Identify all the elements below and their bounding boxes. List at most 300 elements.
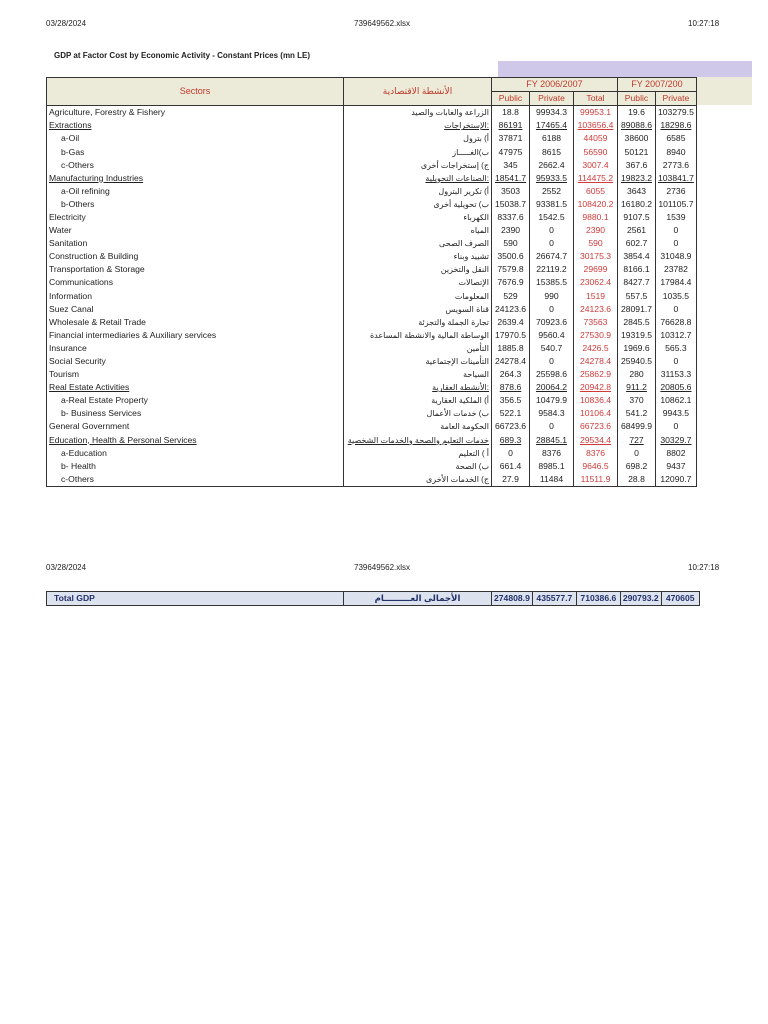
header-arabic-activities: الأنشطة الاقتصادية — [344, 78, 492, 106]
total-2006-2007-value: 56590 — [583, 146, 608, 157]
sector-arabic-cell — [344, 290, 492, 303]
private-2007-2008-cell — [656, 172, 697, 185]
public-2006-2007-value: 15038.7 — [494, 198, 527, 209]
public-2006-2007-cell — [492, 342, 530, 355]
table-row — [47, 119, 697, 132]
sector-arabic-name: الإتصالات — [458, 278, 489, 288]
public-2007-2008-cell — [618, 198, 656, 211]
sector-name-cell — [47, 460, 344, 473]
table-row — [47, 106, 697, 120]
private-2007-2008-cell — [656, 473, 697, 487]
total-2006-2007-cell — [574, 263, 618, 276]
public-2007-2008-value: 89088.6 — [620, 120, 653, 131]
table-row — [47, 460, 697, 473]
header-private-2: Private — [656, 92, 697, 106]
public-2006-2007-value: 8337.6 — [497, 211, 524, 222]
table-row — [47, 381, 697, 394]
public-2006-2007-cell — [492, 106, 530, 120]
private-2006-2007-cell — [530, 329, 574, 342]
public-2007-2008-value: 68499.9 — [620, 421, 653, 432]
public-2006-2007-cell — [492, 276, 530, 289]
sector-name-cell — [47, 473, 344, 487]
sector-arabic-name: المياه — [470, 226, 489, 236]
total-total-1: 710386.6 — [576, 592, 620, 606]
public-2006-2007-cell — [492, 172, 530, 185]
private-2007-2008-value: 12090.7 — [660, 473, 692, 484]
sector-name-cell — [47, 172, 344, 185]
public-2006-2007-cell — [492, 185, 530, 198]
public-2007-2008-value: 698.2 — [625, 460, 648, 471]
sector-name-cell — [47, 132, 344, 145]
private-2006-2007-cell — [530, 290, 574, 303]
private-2006-2007-value: 1542.5 — [538, 211, 565, 222]
public-2007-2008-value: 3854.4 — [623, 251, 650, 262]
total-2006-2007-cell — [574, 394, 618, 407]
total-2006-2007-value: 103656.4 — [577, 120, 614, 131]
sector-name-cell — [47, 198, 344, 211]
sector-name: a-Oil refining — [61, 185, 110, 196]
sector-arabic-name: أ) الملكية العقارية — [431, 396, 489, 406]
table-row — [47, 172, 697, 185]
private-2007-2008-cell — [656, 381, 697, 394]
total-2006-2007-value: 114475.2 — [577, 172, 614, 183]
total-2006-2007-cell — [574, 198, 618, 211]
public-2006-2007-value: 522.1 — [499, 408, 522, 419]
public-2006-2007-cell — [492, 473, 530, 487]
public-2006-2007-cell — [492, 355, 530, 368]
sector-name: Electricity — [49, 211, 86, 222]
header-fy-2007-2008: FY 2007/200 — [618, 78, 697, 92]
total-private-1: 435577.7 — [532, 592, 576, 606]
public-2007-2008-cell — [618, 145, 656, 158]
public-2007-2008-cell — [618, 237, 656, 250]
private-2006-2007-value: 8985.1 — [538, 460, 565, 471]
private-2006-2007-cell — [530, 159, 574, 172]
public-2006-2007-cell — [492, 460, 530, 473]
public-2006-2007-value: 345 — [503, 159, 518, 170]
public-2007-2008-value: 28.8 — [628, 473, 645, 484]
private-2006-2007-cell — [530, 185, 574, 198]
total-2006-2007-cell — [574, 473, 618, 487]
total-2006-2007-cell — [574, 355, 618, 368]
total-2006-2007-cell — [574, 381, 618, 394]
total-2006-2007-cell — [574, 368, 618, 381]
public-2006-2007-cell — [492, 316, 530, 329]
sector-arabic-cell — [344, 316, 492, 329]
public-2007-2008-value: 2845.5 — [623, 316, 650, 327]
table-row — [47, 407, 697, 420]
sector-name: Real Estate Activities — [49, 382, 130, 393]
public-2007-2008-value: 19.6 — [628, 107, 645, 118]
total-2006-2007-cell — [574, 237, 618, 250]
private-2007-2008-value: 103279.5 — [658, 107, 694, 118]
public-2006-2007-value: 86191 — [498, 120, 523, 131]
public-2006-2007-cell — [492, 145, 530, 158]
private-2006-2007-value: 6188 — [541, 133, 562, 144]
private-2007-2008-value: 0 — [673, 303, 679, 314]
public-2007-2008-cell — [618, 473, 656, 487]
private-2007-2008-value: 9943.5 — [662, 408, 690, 419]
public-2007-2008-cell — [618, 224, 656, 237]
public-2006-2007-value: 0 — [508, 447, 513, 458]
private-2007-2008-value: 0 — [673, 225, 679, 236]
public-2007-2008-cell — [618, 381, 656, 394]
public-2007-2008-value: 19823.2 — [620, 172, 653, 183]
private-2006-2007-cell — [530, 250, 574, 263]
total-private-2: 470605 — [661, 592, 699, 606]
public-2006-2007-cell — [492, 394, 530, 407]
private-2006-2007-cell — [530, 420, 574, 433]
public-2007-2008-value: 557.5 — [625, 290, 648, 301]
total-2006-2007-value: 44059 — [583, 133, 608, 144]
private-2007-2008-value: 0 — [673, 238, 679, 249]
table-row — [47, 420, 697, 433]
public-2006-2007-value: 27.9 — [502, 473, 519, 484]
private-2007-2008-cell — [656, 237, 697, 250]
table-row — [47, 342, 697, 355]
sector-arabic-name: التأمين — [466, 343, 489, 353]
private-2006-2007-value: 11484 — [539, 473, 564, 484]
private-2007-2008-cell — [656, 198, 697, 211]
public-2006-2007-cell — [492, 224, 530, 237]
private-2007-2008-cell — [656, 159, 697, 172]
sector-arabic-name: :الأنشطة العقارية — [432, 383, 489, 393]
table-row — [47, 263, 697, 276]
sector-arabic-name: ب)الغـــــاز — [452, 147, 489, 157]
sector-name-cell — [47, 106, 344, 120]
public-2007-2008-value: 367.6 — [625, 159, 648, 170]
public-2006-2007-cell — [492, 447, 530, 460]
sector-name-cell — [47, 119, 344, 132]
public-2006-2007-cell — [492, 237, 530, 250]
sector-arabic-name: :الصناعات التحويلية — [425, 173, 489, 183]
print-time: 10:27:18 — [688, 19, 720, 28]
total-2006-2007-value: 8376 — [585, 447, 606, 458]
private-2006-2007-value: 70923.6 — [535, 316, 568, 327]
sector-arabic-cell — [344, 460, 492, 473]
public-2007-2008-cell — [618, 159, 656, 172]
total-2006-2007-cell — [574, 172, 618, 185]
header-private-1: Private — [530, 92, 574, 106]
total-public-2: 290793.2 — [620, 592, 661, 606]
sector-arabic-cell — [344, 447, 492, 460]
sector-name: b- Health — [61, 460, 96, 471]
total-2006-2007-cell — [574, 132, 618, 145]
private-2006-2007-value: 25598.6 — [535, 369, 568, 380]
sector-arabic-name: قناة السويس — [445, 304, 489, 314]
total-2006-2007-value: 9880.1 — [582, 211, 609, 222]
public-2006-2007-value: 7676.9 — [497, 277, 524, 288]
public-2006-2007-cell — [492, 420, 530, 433]
public-2007-2008-cell — [618, 407, 656, 420]
total-2006-2007-cell — [574, 303, 618, 316]
private-2006-2007-cell — [530, 198, 574, 211]
private-2006-2007-cell — [530, 407, 574, 420]
sector-name: a-Education — [61, 447, 107, 458]
private-2007-2008-value: 17984.4 — [660, 277, 692, 288]
private-2007-2008-value: 31153.3 — [660, 369, 692, 380]
sector-name: b-Others — [61, 198, 95, 209]
total-2006-2007-cell — [574, 276, 618, 289]
private-2006-2007-value: 8615 — [541, 146, 562, 157]
sector-arabic-cell — [344, 119, 492, 132]
private-2007-2008-value: 20805.6 — [660, 382, 692, 393]
total-2006-2007-cell — [574, 185, 618, 198]
public-2007-2008-cell — [618, 276, 656, 289]
sector-arabic-cell — [344, 159, 492, 172]
print-time-page2: 10:27:18 — [688, 563, 720, 572]
public-2006-2007-value: 24278.4 — [494, 356, 527, 367]
private-2007-2008-cell — [656, 145, 697, 158]
sector-arabic-name: التأمينات الإجتماعية — [425, 357, 489, 367]
print-date-page2: 03/28/2024 — [46, 563, 87, 572]
sector-name: Insurance — [49, 342, 87, 353]
private-2007-2008-value: 76628.8 — [660, 316, 692, 327]
total-gdp-arabic-label: الأجمالى العـــــــــام — [344, 592, 492, 606]
gdp-table-body — [47, 106, 697, 487]
public-2007-2008-value: 280 — [629, 369, 644, 380]
public-2007-2008-value: 602.7 — [625, 238, 648, 249]
sector-name: Information — [49, 290, 92, 301]
table-row — [47, 198, 697, 211]
sector-name-cell — [47, 224, 344, 237]
private-2006-2007-cell — [530, 172, 574, 185]
private-2007-2008-value: 18298.6 — [660, 120, 692, 131]
sector-name-cell — [47, 145, 344, 158]
print-date: 03/28/2024 — [46, 19, 87, 28]
sector-name: Sanitation — [49, 238, 88, 249]
private-2007-2008-cell — [656, 211, 697, 224]
public-2006-2007-value: 17970.5 — [494, 329, 527, 340]
sector-name: b- Business Services — [61, 408, 142, 419]
sector-name-cell — [47, 355, 344, 368]
private-2007-2008-cell — [656, 394, 697, 407]
private-2006-2007-value: 990 — [544, 290, 559, 301]
total-2006-2007-value: 10106.4 — [579, 408, 612, 419]
table-row — [47, 316, 697, 329]
sector-arabic-cell — [344, 407, 492, 420]
private-2006-2007-value: 26674.7 — [535, 251, 568, 262]
public-2007-2008-cell — [618, 172, 656, 185]
gdp-table — [46, 77, 697, 487]
sector-arabic-cell — [344, 224, 492, 237]
private-2007-2008-value: 6585 — [666, 133, 686, 144]
private-2006-2007-cell — [530, 434, 574, 447]
public-2006-2007-cell — [492, 250, 530, 263]
private-2006-2007-cell — [530, 237, 574, 250]
private-2006-2007-value: 28845.1 — [535, 434, 568, 445]
table-row — [47, 394, 697, 407]
private-2007-2008-cell — [656, 460, 697, 473]
private-2006-2007-value: 15385.5 — [535, 277, 568, 288]
public-2007-2008-value: 38600 — [624, 133, 649, 144]
private-2007-2008-value: 2773.6 — [662, 159, 690, 170]
private-2007-2008-cell — [656, 250, 697, 263]
sector-name-cell — [47, 250, 344, 263]
print-filename-page2: 739649562.xlsx — [354, 563, 411, 572]
private-2006-2007-value: 10479.9 — [535, 395, 568, 406]
public-2007-2008-value: 3643 — [626, 185, 647, 196]
total-2006-2007-cell — [574, 460, 618, 473]
total-2006-2007-cell — [574, 211, 618, 224]
public-2007-2008-cell — [618, 290, 656, 303]
header-highlight-band — [498, 61, 752, 77]
total-2006-2007-value: 1519 — [585, 290, 606, 301]
private-2007-2008-cell — [656, 447, 697, 460]
total-2006-2007-value: 3007.4 — [582, 159, 609, 170]
private-2007-2008-value: 103841.7 — [658, 172, 694, 183]
private-2007-2008-value: 8802 — [666, 447, 686, 458]
public-2006-2007-value: 661.4 — [499, 460, 522, 471]
private-2006-2007-value: 2662.4 — [538, 159, 565, 170]
sector-name: Transportation & Storage — [49, 264, 145, 275]
total-2006-2007-cell — [574, 159, 618, 172]
total-2006-2007-cell — [574, 329, 618, 342]
table-row — [47, 355, 697, 368]
public-2007-2008-cell — [618, 132, 656, 145]
public-2006-2007-value: 7579.8 — [497, 264, 524, 275]
total-2006-2007-value: 590 — [588, 238, 603, 249]
private-2006-2007-cell — [530, 211, 574, 224]
sector-arabic-name: أ) تكرير البترول — [438, 186, 489, 196]
sector-name-cell — [47, 381, 344, 394]
total-2006-2007-cell — [574, 316, 618, 329]
sector-name-cell — [47, 368, 344, 381]
public-2007-2008-cell — [618, 106, 656, 120]
sector-name: Construction & Building — [49, 251, 139, 262]
private-2006-2007-value: 540.7 — [540, 342, 563, 353]
private-2006-2007-cell — [530, 473, 574, 487]
private-2007-2008-cell — [656, 342, 697, 355]
sector-name-cell — [47, 407, 344, 420]
sector-arabic-cell — [344, 434, 492, 447]
public-2007-2008-value: 911.2 — [626, 382, 647, 393]
public-2007-2008-value: 9107.5 — [623, 211, 650, 222]
private-2006-2007-cell — [530, 263, 574, 276]
public-2006-2007-value: 1885.8 — [497, 342, 524, 353]
table-row — [47, 447, 697, 460]
header-sectors: Sectors — [47, 78, 344, 106]
total-gdp-section — [46, 591, 700, 606]
private-2007-2008-value: 1539 — [666, 211, 686, 222]
private-2007-2008-cell — [656, 119, 697, 132]
total-2006-2007-value: 20942.8 — [579, 382, 612, 393]
public-2007-2008-cell — [618, 119, 656, 132]
total-2006-2007-value: 108420.2 — [577, 198, 614, 209]
public-2006-2007-value: 18.8 — [502, 107, 519, 118]
public-2007-2008-value: 25940.5 — [620, 356, 653, 367]
table-row — [47, 250, 697, 263]
private-2006-2007-cell — [530, 224, 574, 237]
total-2006-2007-value: 24123.6 — [579, 303, 612, 314]
sector-arabic-name: الحكومة العامة — [440, 422, 489, 432]
private-2006-2007-value: 0 — [549, 238, 554, 249]
public-2007-2008-cell — [618, 342, 656, 355]
sector-name-cell — [47, 211, 344, 224]
sector-name: Social Security — [49, 356, 106, 367]
private-2007-2008-cell — [656, 185, 697, 198]
private-2006-2007-cell — [530, 316, 574, 329]
public-2006-2007-cell — [492, 132, 530, 145]
table-row — [47, 368, 697, 381]
public-2006-2007-cell — [492, 290, 530, 303]
total-gdp-row — [47, 592, 700, 606]
public-2006-2007-value: 66723.6 — [494, 421, 527, 432]
total-2006-2007-cell — [574, 447, 618, 460]
sector-arabic-name: خدمات التعليم والصحة والخدمات الشخصية — [347, 435, 489, 445]
public-2007-2008-value: 19319.5 — [620, 329, 653, 340]
total-2006-2007-cell — [574, 342, 618, 355]
table-row — [47, 224, 697, 237]
sector-name: Extractions — [49, 120, 92, 131]
sector-name-cell — [47, 447, 344, 460]
sector-arabic-cell — [344, 342, 492, 355]
sector-arabic-cell — [344, 329, 492, 342]
public-2007-2008-value: 8427.7 — [623, 277, 650, 288]
private-2007-2008-cell — [656, 420, 697, 433]
sector-arabic-cell — [344, 276, 492, 289]
total-2006-2007-value: 6055 — [585, 185, 606, 196]
private-2006-2007-value: 2552 — [541, 185, 562, 196]
sector-arabic-name: أ) بترول — [463, 134, 489, 144]
sector-name: b-Gas — [61, 146, 85, 157]
sector-arabic-name: المعلومات — [454, 291, 489, 301]
private-2006-2007-cell — [530, 447, 574, 460]
private-2006-2007-cell — [530, 132, 574, 145]
sheet-title: GDP at Factor Cost by Economic Activity - Constant Prices (mn LE) — [54, 51, 311, 60]
sector-name-cell — [47, 263, 344, 276]
public-2006-2007-cell — [492, 407, 530, 420]
sector-arabic-cell — [344, 145, 492, 158]
public-2006-2007-value: 18541.7 — [494, 172, 527, 183]
sector-arabic-cell — [344, 420, 492, 433]
total-public-1: 274808.9 — [492, 592, 533, 606]
table-row — [47, 132, 697, 145]
public-2007-2008-value: 1969.6 — [623, 342, 650, 353]
sector-arabic-cell — [344, 368, 492, 381]
private-2007-2008-value: 30329.7 — [660, 434, 692, 445]
public-2007-2008-value: 28091.7 — [620, 303, 653, 314]
public-2006-2007-value: 356.5 — [499, 395, 522, 406]
sector-arabic-name: النقل والتخزين — [440, 265, 489, 275]
sector-name: c-Others — [61, 159, 94, 170]
public-2006-2007-cell — [492, 303, 530, 316]
table-row — [47, 145, 697, 158]
print-filename: 739649562.xlsx — [354, 19, 411, 28]
total-2006-2007-value: 24278.4 — [579, 356, 612, 367]
private-2007-2008-cell — [656, 303, 697, 316]
sector-name-cell — [47, 290, 344, 303]
public-2007-2008-value: 50121 — [624, 146, 649, 157]
total-2006-2007-value: 66723.6 — [579, 421, 612, 432]
sector-arabic-cell — [344, 473, 492, 487]
private-2006-2007-value: 0 — [549, 421, 554, 432]
public-2006-2007-value: 3503 — [500, 185, 521, 196]
sector-arabic-cell — [344, 263, 492, 276]
private-2006-2007-cell — [530, 355, 574, 368]
sector-arabic-name: ب) الصحة — [455, 461, 489, 471]
total-2006-2007-cell — [574, 106, 618, 120]
private-2006-2007-value: 17465.4 — [535, 120, 568, 131]
private-2007-2008-cell — [656, 290, 697, 303]
private-2007-2008-value: 1035.5 — [662, 290, 690, 301]
sector-name: Financial intermediaries & Auxiliary services — [49, 329, 217, 340]
private-2007-2008-cell — [656, 355, 697, 368]
private-2007-2008-cell — [656, 329, 697, 342]
private-2006-2007-cell — [530, 145, 574, 158]
private-2006-2007-value: 0 — [549, 303, 554, 314]
public-2006-2007-value: 264.3 — [499, 369, 522, 380]
